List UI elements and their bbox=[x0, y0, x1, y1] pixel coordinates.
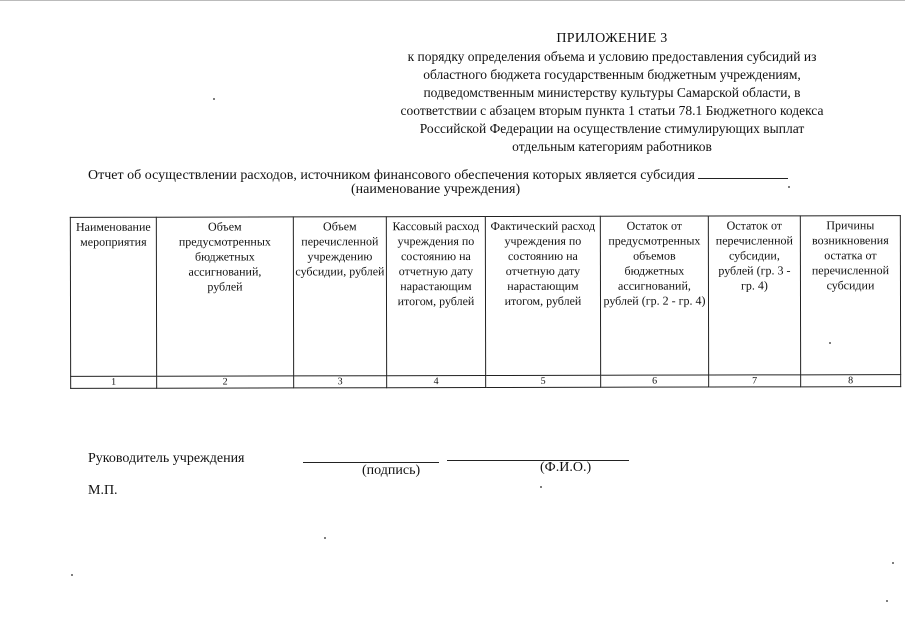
report-title: Отчет об осуществлении расходов, источником финансового обеспечения которых является субсидия bbox=[88, 168, 695, 183]
column-number: 5 bbox=[486, 375, 601, 387]
signature-caption: (подпись) bbox=[362, 463, 421, 478]
header-cell: Объем перечисленной учреждению субсидии, рублей bbox=[293, 217, 386, 376]
institution-name-blank bbox=[698, 166, 788, 179]
header-cell: Причины возникновения остатка от перечисленной субсидии bbox=[800, 216, 900, 375]
full-name-caption: (Ф.И.О.) bbox=[540, 460, 592, 475]
scan-speck bbox=[886, 600, 888, 602]
scan-speck bbox=[71, 574, 73, 576]
scan-speck bbox=[213, 98, 215, 100]
appendix-line: к порядку определения объема и условию предоставления субсидий из bbox=[407, 49, 817, 64]
appendix-title: ПРИЛОЖЕНИЕ 3 bbox=[556, 31, 668, 46]
full-name-line bbox=[447, 460, 629, 461]
column-number: 3 bbox=[294, 376, 387, 388]
table-header-row bbox=[70, 216, 900, 377]
header-cell: Остаток от предусмотренных объемов бюджетных ассигнований, рублей (гр. 2 - гр. 4) bbox=[600, 216, 708, 375]
scan-top-edge bbox=[0, 0, 905, 1]
scan-speck bbox=[788, 186, 790, 188]
column-number: 2 bbox=[157, 376, 294, 388]
header-cell: Объем предусмотренных бюджетных ассигнований, рублей bbox=[156, 217, 293, 376]
column-number: 8 bbox=[801, 375, 901, 387]
scan-speck bbox=[540, 486, 542, 488]
column-number: 6 bbox=[601, 375, 709, 387]
scan-speck bbox=[829, 342, 831, 344]
column-number: 7 bbox=[709, 375, 801, 387]
report-table bbox=[70, 215, 901, 389]
seal-place: М.П. bbox=[88, 483, 118, 498]
header-cell: Остаток от перечисленной субсидии, рублей (гр. 3 - гр. 4) bbox=[708, 216, 800, 375]
table-number-row bbox=[71, 375, 901, 389]
column-number: 1 bbox=[71, 376, 157, 388]
header-cell: Кассовый расход учреждения по состоянию на отчетную дату нарастающим итогом, рублей bbox=[386, 217, 485, 376]
appendix-line: Российской Федерации на осуществление стимулирующих выплат bbox=[419, 121, 805, 136]
institution-hint: (наименование учреждения) bbox=[351, 182, 521, 197]
appendix-line: соответствии с абзацем вторым пункта 1 статьи 78.1 Бюджетного кодекса bbox=[400, 103, 824, 118]
appendix-line: областного бюджета государственным бюджетным учреждениям, bbox=[423, 67, 801, 82]
head-of-institution-label: Руководитель учреждения bbox=[88, 451, 245, 466]
appendix-line: подведомственным министерству культуры Самарской области, в bbox=[423, 85, 801, 100]
appendix-block bbox=[372, 30, 852, 156]
header-cell: Фактический расход учреждения по состоянию на отчетную дату нарастающим итогом, рублей bbox=[485, 216, 600, 375]
header-cell: Наименование мероприятия bbox=[70, 217, 156, 376]
scan-speck bbox=[324, 537, 326, 539]
scan-speck bbox=[892, 562, 894, 564]
appendix-line: отдельным категориям работников bbox=[512, 139, 712, 154]
column-number: 4 bbox=[387, 375, 486, 387]
